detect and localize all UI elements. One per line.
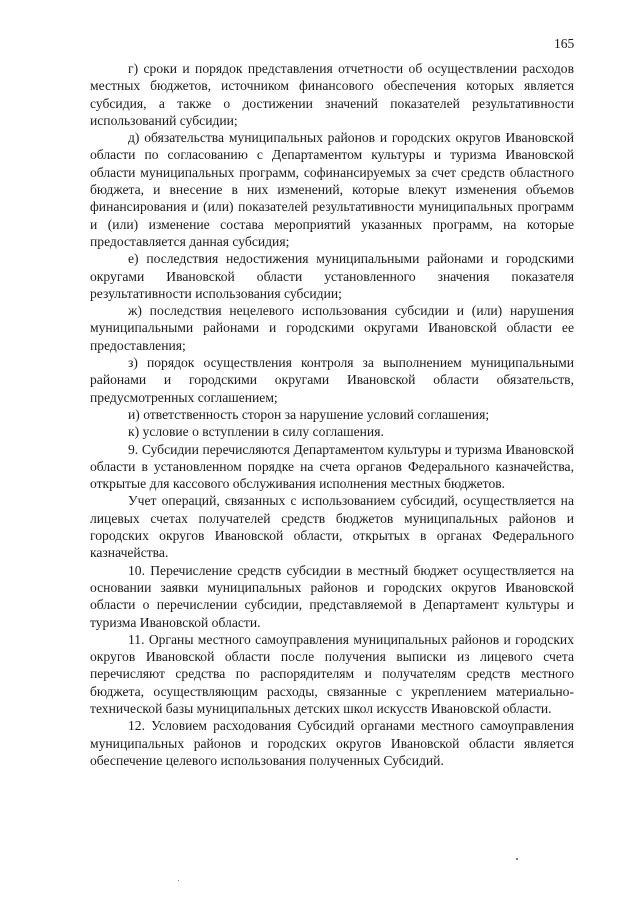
paragraph-g: г) сроки и порядок представления отчетности об осуществлении расходов местных бюджетов, источником финансового обеспечения которых является субсидия, а также о достижении значений показателей результативности использований субсидии; <box>90 61 574 128</box>
paragraph-i: и) ответственность сторон за нарушение условий соглашения; <box>128 406 490 422</box>
paragraph-d: д) обязательства муниципальных районов и городских округов Ивановской области по согласованию с Департаментом культуры и туризма Ивановской области муниципальных программ, софинансируемых за счет средств областного бюджета, и внесение в них изменений, которые влекут изменения объемов финансирования и (или) показателей результативности муниципальных программ и (или) изменение состава мероприятий указанных программ, на которые предоставляется данная субсидия; <box>90 130 574 249</box>
paragraph-11: 11. Органы местного самоуправления муниципальных районов и городских округов Ивановской области после получения выписки из лицевого счета перечисляют средства по распорядителям и получателям средств местного бюджета, осуществляющим расходы, связанные с укреплением материально-технической базы муниципальных детских школ искусств Ивановской области. <box>90 631 574 716</box>
page-number: 165 <box>554 36 575 51</box>
paragraph-9: 9. Субсидии перечисляются Департаментом культуры и туризма Ивановской области в установленном порядке на счета органов Федерального казначейства, открытые для кассового обслуживания исполнения местных бюджетов. <box>90 441 574 492</box>
paragraph-k: к) условие о вступлении в силу соглашения. <box>128 424 384 440</box>
scan-speck <box>178 880 179 881</box>
scan-speck <box>516 858 518 860</box>
document-body <box>90 60 574 769</box>
paragraph-12: 12. Условием расходования Субсидий органами местного самоуправления муниципальных районов и городских округов Ивановской области является обеспечение целевого использования полученных Субсидий. <box>90 718 574 768</box>
paragraph-e: е) последствия недостижения муниципальными районами и городскими округами Ивановской области установленного значения показателя результативности использования субсидии; <box>90 251 574 301</box>
paragraph-accounting: Учет операций, связанных с использованием субсидий, осуществляется на лицевых счетах получателей средств бюджетов муниципальных районов и городских округов Ивановской области, открытых в органах Федерального казначейства. <box>90 493 574 561</box>
paragraph-zh: ж) последствия нецелевого использования субсидии и (или) нарушения муниципальными районами и городскими округами Ивановской области ее предоставления; <box>90 303 574 353</box>
paragraph-10: 10. Перечисление средств субсидии в местный бюджет осуществляется на основании заявки муниципальных районов и городских округов Ивановской области о перечислении субсидии, представляемой в Департамент культуры и туризма Ивановской области. <box>90 562 574 630</box>
paragraph-z: з) порядок осуществления контроля за выполнением муниципальными районами и городскими округами Ивановской области обязательств, предусмотренных соглашением; <box>90 355 574 405</box>
